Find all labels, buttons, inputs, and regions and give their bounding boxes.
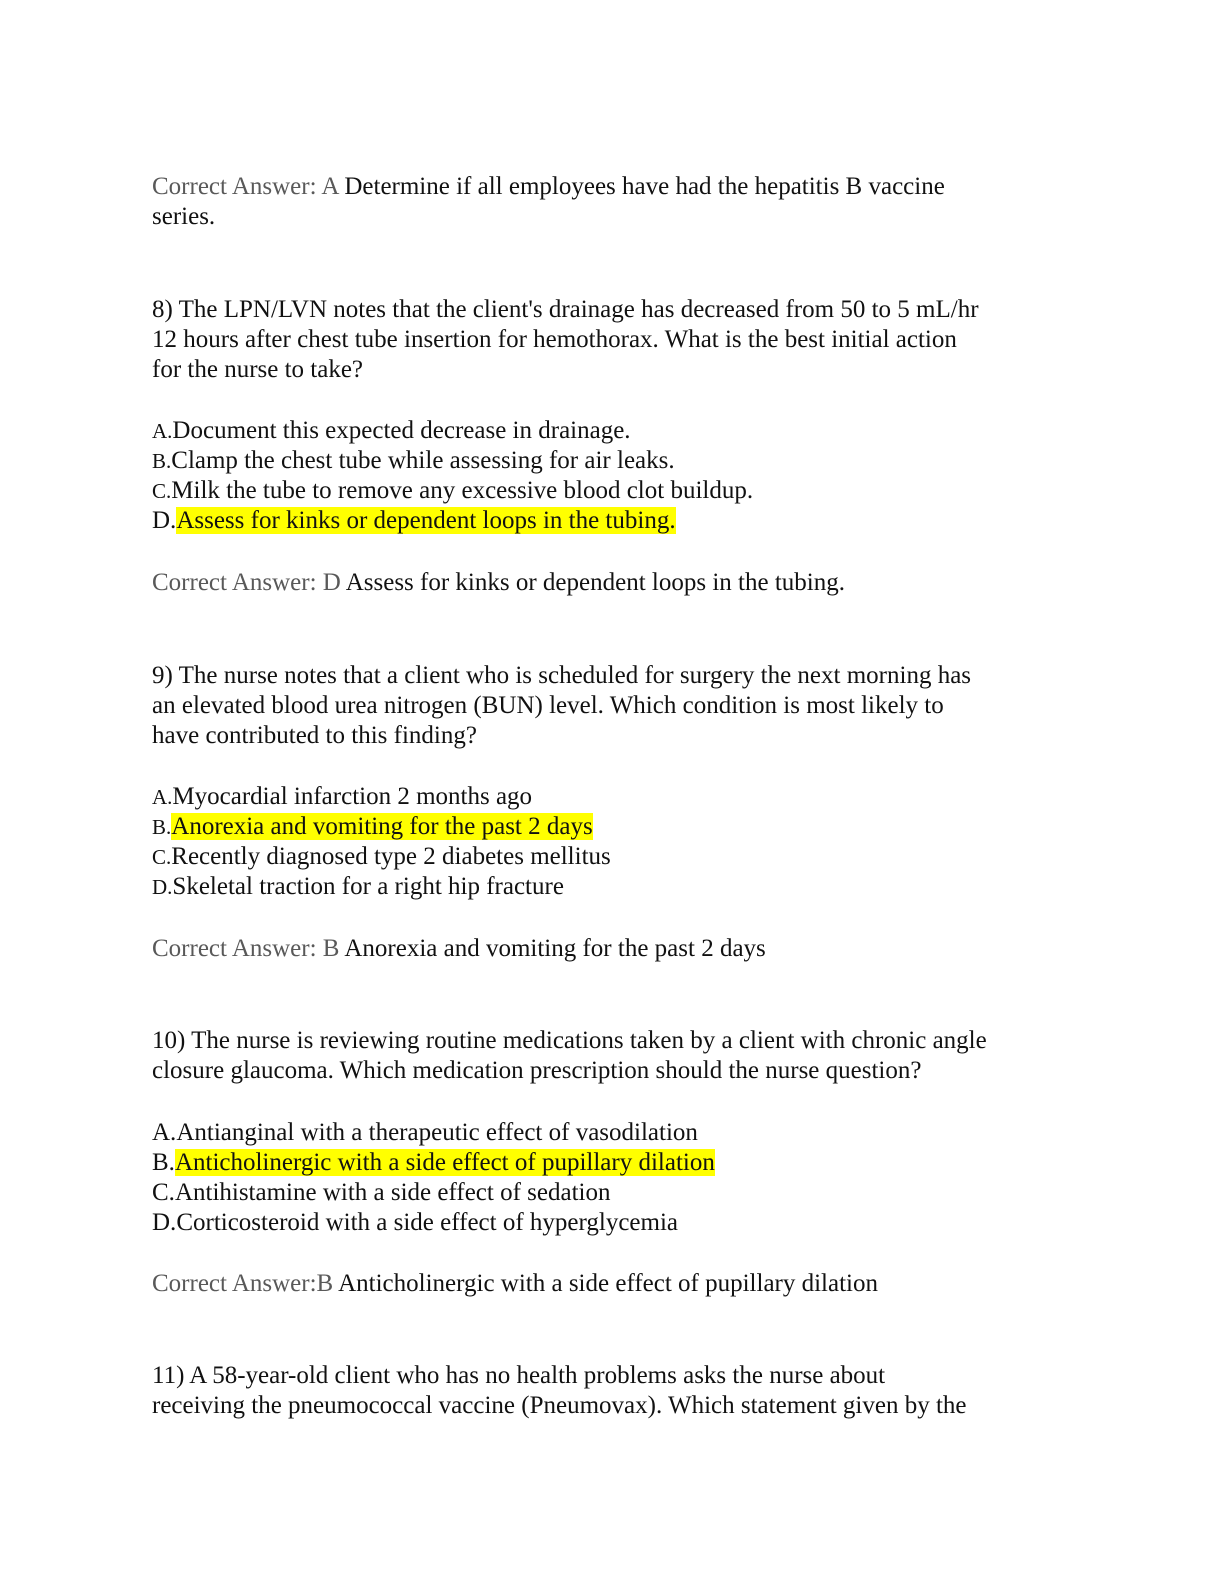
q7-answer-line-2: series. <box>152 203 216 230</box>
q9-option-b-text-highlighted: Anorexia and vomiting for the past 2 days <box>171 813 593 840</box>
q10-option-b-letter: B. <box>152 1149 175 1176</box>
q10-option-c-letter: C. <box>152 1179 175 1206</box>
q8-option-d <box>152 506 676 536</box>
q9-option-c-text: Recently diagnosed type 2 diabetes mellitus <box>171 843 611 870</box>
q10-option-d-text: Corticosteroid with a side effect of hyperglycemia <box>176 1209 679 1236</box>
q10-option-c <box>152 1178 610 1208</box>
q8-option-b-text: Clamp the chest tube while assessing for air leaks. <box>171 447 675 474</box>
q8-option-d-letter: D. <box>152 507 177 534</box>
q8-question-line-3: for the nurse to take? <box>152 356 364 383</box>
q10-option-d <box>152 1208 678 1238</box>
q9-option-a-letter: A. <box>152 785 173 809</box>
q10-option-c-text: Antihistamine with a side effect of sedation <box>174 1179 611 1206</box>
q9-option-c-letter: C. <box>152 845 172 869</box>
q9-answer-prefix: Correct Answer: B <box>152 935 340 962</box>
q9-option-b-letter: B. <box>152 815 172 839</box>
q10-question-line-2: closure glaucoma. Which medication prescription should the nurse question? <box>152 1057 922 1084</box>
q9-question-line-1: 9) The nurse notes that a client who is scheduled for surgery the next morning has <box>152 662 972 689</box>
q7-answer-prefix: Correct Answer: A <box>152 173 339 200</box>
q11-question-line-1: 11) A 58-year-old client who has no health problems asks the nurse about <box>152 1362 886 1389</box>
q8-answer-text: Assess for kinks or dependent loops in the tubing. <box>340 569 845 596</box>
q8-option-a <box>152 416 631 446</box>
q9-option-d-text: Skeletal traction for a right hip fracture <box>172 873 564 900</box>
q9-answer-text: Anorexia and vomiting for the past 2 days <box>339 935 766 962</box>
q7-answer-line <box>152 172 945 202</box>
q9-option-c <box>152 842 611 872</box>
q7-answer-text: Determine if all employees have had the hepatitis B vaccine <box>338 173 945 200</box>
q8-option-a-letter: A. <box>152 419 173 443</box>
q8-answer-line <box>152 568 845 598</box>
q8-answer-prefix: Correct Answer: D <box>152 569 341 596</box>
q8-question-line-1: 8) The LPN/LVN notes that the client's drainage has decreased from 50 to 5 mL/hr <box>152 296 979 323</box>
q10-answer-prefix: Correct Answer:B <box>152 1270 334 1297</box>
q9-answer-line <box>152 934 766 964</box>
q9-option-a-text: Myocardial infarction 2 months ago <box>172 783 533 810</box>
q10-option-a <box>152 1118 698 1148</box>
q9-option-d <box>152 872 564 902</box>
q11-question-line-2: receiving the pneumococcal vaccine (Pneumovax). Which statement given by the <box>152 1392 967 1419</box>
q10-option-d-letter: D. <box>152 1209 177 1236</box>
q10-answer-line <box>152 1269 878 1299</box>
q8-option-b <box>152 446 675 476</box>
q9-option-b <box>152 812 593 842</box>
q10-option-a-text: Antianginal with a therapeutic effect of vasodilation <box>176 1119 698 1146</box>
q9-question-line-2: an elevated blood urea nitrogen (BUN) level. Which condition is most likely to <box>152 692 944 719</box>
q8-option-d-text-highlighted: Assess for kinks or dependent loops in the tubing. <box>176 507 676 534</box>
q9-option-d-letter: D. <box>152 875 173 899</box>
q10-option-b-text-highlighted: Anticholinergic with a side effect of pupillary dilation <box>174 1149 715 1176</box>
q10-question-line-1: 10) The nurse is reviewing routine medications taken by a client with chronic angle <box>152 1027 987 1054</box>
q10-option-b <box>152 1148 715 1178</box>
q9-option-a <box>152 782 532 812</box>
q9-question-line-3: have contributed to this finding? <box>152 722 477 749</box>
q8-option-c-letter: C. <box>152 479 172 503</box>
q8-option-b-letter: B. <box>152 449 172 473</box>
q8-question-line-2: 12 hours after chest tube insertion for hemothorax. What is the best initial action <box>152 326 957 353</box>
q10-option-a-letter: A. <box>152 1119 177 1146</box>
q8-option-a-text: Document this expected decrease in drainage. <box>172 417 631 444</box>
q8-option-c-text: Milk the tube to remove any excessive blood clot buildup. <box>171 477 754 504</box>
q8-option-c <box>152 476 753 506</box>
q10-answer-text: Anticholinergic with a side effect of pupillary dilation <box>333 1270 878 1297</box>
